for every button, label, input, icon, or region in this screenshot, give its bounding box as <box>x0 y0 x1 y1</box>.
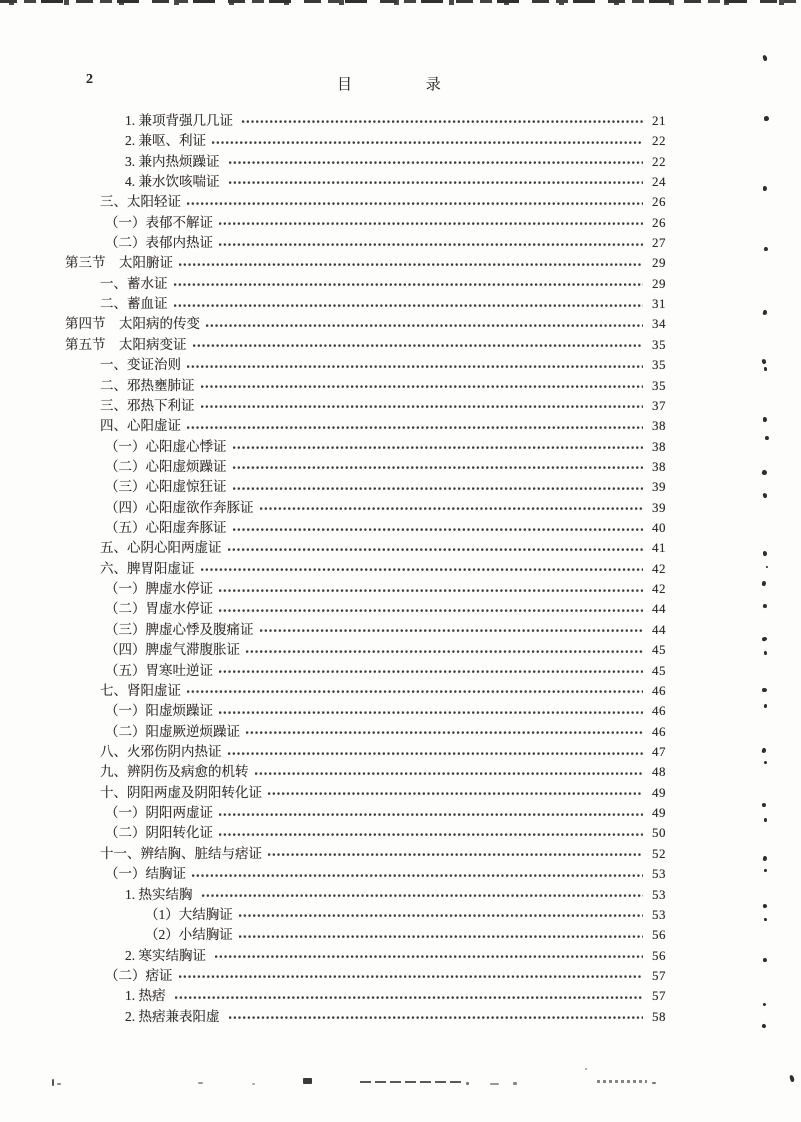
dot-leader <box>233 528 644 532</box>
toc-entry <box>65 699 666 719</box>
dot-leader <box>239 935 643 939</box>
toc-entry-label: 4. 兼水饮咳喘证 <box>125 173 223 189</box>
toc-entry <box>65 659 666 679</box>
toc-entry-page: 44 <box>652 601 666 617</box>
ink-speck <box>762 903 767 908</box>
ink-speck <box>762 688 767 692</box>
smudge-mark <box>52 1079 54 1086</box>
toc-entry <box>65 435 666 455</box>
toc-entry-label: 五、心阴心阳两虚证 <box>100 540 222 556</box>
smudge-mark <box>597 1080 647 1083</box>
dot-leader <box>201 405 644 409</box>
toc-entry-label: 1. 热实结胸 <box>125 886 196 902</box>
toc-entry <box>65 272 666 292</box>
toc-entry-page: 56 <box>652 927 666 943</box>
dot-leader <box>187 426 643 430</box>
toc-entry <box>65 313 666 333</box>
ink-speck <box>764 918 767 921</box>
dot-leader <box>233 446 644 450</box>
toc-entry <box>65 964 666 984</box>
toc-entry-label: 十一、辨结胸、脏结与痞证 <box>100 845 262 861</box>
toc-entry <box>65 679 666 699</box>
ink-speck <box>761 359 766 365</box>
toc-entry <box>65 618 666 638</box>
toc-entry <box>65 944 666 964</box>
dot-leader <box>242 120 643 124</box>
toc-entry-label: （三）心阳虚惊狂证 <box>105 479 227 495</box>
smudge-mark <box>490 1083 499 1085</box>
ink-speck <box>764 704 768 708</box>
dot-leader <box>187 365 643 369</box>
toc-entry-page: 57 <box>652 988 666 1004</box>
toc-entry-label: 2. 兼呕、利证 <box>125 133 206 149</box>
toc-entry-label: （一）脾虚水停证 <box>105 581 213 597</box>
smudge-mark <box>252 1083 255 1085</box>
toc-entry <box>65 496 666 516</box>
dot-leader <box>233 466 644 470</box>
toc-entry-label: （二）阳虚厥逆烦躁证 <box>105 723 240 739</box>
toc-entry <box>65 1005 666 1025</box>
ink-speck <box>762 636 768 641</box>
dot-leader <box>233 487 644 491</box>
toc-entry-label: 三、邪热下利证 <box>100 397 195 413</box>
toc-entry-label: （五）心阳虚奔豚证 <box>105 520 227 536</box>
toc-entry <box>65 537 666 557</box>
ink-speck <box>765 436 770 441</box>
toc-entry <box>65 150 666 170</box>
toc-entry <box>65 170 666 190</box>
smudge-mark <box>513 1082 517 1085</box>
ink-speck <box>762 310 767 316</box>
dot-leader <box>212 141 643 145</box>
smudge-mark <box>198 1082 203 1084</box>
toc-entry-page: 40 <box>652 520 666 536</box>
dot-leader <box>268 853 643 857</box>
toc-entry-label: （五）胃寒吐逆证 <box>105 662 213 678</box>
toc-entry-label: 2. 寒实结胸证 <box>125 947 210 963</box>
toc-entry <box>65 516 666 536</box>
dot-leader <box>246 650 643 654</box>
dot-leader <box>174 304 644 308</box>
toc-entry-page: 39 <box>652 479 666 495</box>
toc-entry <box>65 903 666 923</box>
ink-speck <box>762 55 768 62</box>
toc-entry-label: （二）心阳虚烦躁证 <box>105 458 227 474</box>
toc-entry-label: 二、邪热壅肺证 <box>100 377 195 393</box>
toc-entry-label: （二）阴阳转化证 <box>105 825 213 841</box>
toc-entry-page: 53 <box>652 866 666 882</box>
toc-entry-page: 53 <box>652 886 666 902</box>
toc-entry-label: （一）阳虚烦躁证 <box>105 703 213 719</box>
toc-entry-label: （二）胃虚水停证 <box>105 601 213 617</box>
toc-entry <box>65 883 666 903</box>
toc-entry-label: （1）大结胸证 <box>145 906 233 922</box>
toc-entry <box>65 822 666 842</box>
toc-entry <box>65 109 666 129</box>
toc-entry-label: 九、辨阴伤及病愈的机转 <box>100 764 249 780</box>
toc-entry <box>65 740 666 760</box>
dot-leader <box>255 772 644 776</box>
toc-entry-label: （二）表郁内热证 <box>105 235 213 251</box>
dot-leader <box>201 568 644 572</box>
dot-leader <box>219 609 643 613</box>
toc-entry-label: 二、蓄血证 <box>100 296 168 312</box>
toc-entry <box>65 638 666 658</box>
dot-leader <box>187 690 643 694</box>
smudge-mark <box>57 1083 61 1085</box>
toc-entry-page: 58 <box>652 1008 666 1024</box>
ink-speck <box>766 566 768 568</box>
toc-entry-page: 47 <box>652 744 666 759</box>
dot-leader <box>202 894 643 898</box>
dot-leader <box>228 752 644 756</box>
ink-speck <box>764 247 769 252</box>
dot-leader <box>228 548 644 552</box>
toc-entry-page: 49 <box>652 805 666 821</box>
dot-leader <box>260 507 644 511</box>
toc-entry-page: 48 <box>652 764 666 780</box>
ink-speck <box>763 417 767 422</box>
toc-entry <box>65 292 666 312</box>
ink-speck <box>764 116 770 122</box>
toc-entry-page: 26 <box>652 214 666 230</box>
toc-entry <box>65 129 666 149</box>
toc-entry <box>65 211 666 231</box>
ink-speck <box>761 469 767 475</box>
toc-entry-page: 35 <box>652 357 666 373</box>
toc-entry-page: 24 <box>652 173 666 189</box>
toc-entry <box>65 394 666 414</box>
dot-leader <box>219 670 643 674</box>
toc-entry-page: 22 <box>652 133 666 149</box>
toc-entry-label: 四、心阳虚证 <box>100 418 181 434</box>
ink-speck <box>763 1003 766 1006</box>
toc-entry-page: 27 <box>652 235 666 251</box>
toc-entry-page: 41 <box>652 540 666 556</box>
dot-leader <box>192 874 643 878</box>
toc-entry-page: 35 <box>652 377 666 393</box>
dot-leader <box>219 711 643 715</box>
smudge-mark <box>466 1082 469 1085</box>
dot-leader <box>219 222 643 226</box>
toc-entry <box>65 781 666 801</box>
toc-entry-label: 第五节 太阳病变证 <box>65 336 187 352</box>
toc-entry <box>65 984 666 1004</box>
dot-leader <box>215 955 643 959</box>
toc-entry-page: 34 <box>652 316 666 332</box>
toc-entry-label: 八、火邪伤阴内热证 <box>100 744 222 759</box>
toc-entry <box>65 598 666 618</box>
toc-entry-page: 31 <box>652 296 666 312</box>
toc-entry-page: 35 <box>652 336 666 352</box>
toc-entry-label: （一）结胸证 <box>105 866 186 882</box>
dot-leader <box>193 344 644 348</box>
dot-leader <box>175 996 643 1000</box>
dot-leader <box>219 833 643 837</box>
dot-leader <box>179 263 643 267</box>
ink-speck <box>764 761 768 765</box>
toc-entry-label: （三）脾虚心悸及腹痛证 <box>105 621 254 637</box>
dot-leader <box>206 324 643 328</box>
toc-entry-label: 十、阴阳两虚及阴阳转化证 <box>100 784 262 800</box>
toc-entry-page: 42 <box>652 560 666 576</box>
ink-speck <box>764 367 768 371</box>
toc-entry-page: 42 <box>652 581 666 597</box>
toc-entry-page: 29 <box>652 275 666 291</box>
dot-leader <box>174 283 644 287</box>
toc-entry-page: 56 <box>652 947 666 963</box>
toc-entry-page: 38 <box>652 458 666 474</box>
dot-leader <box>246 731 643 735</box>
toc-entry-page: 22 <box>652 153 666 169</box>
toc-entry-label: （2）小结胸证 <box>145 927 233 943</box>
ink-speck <box>761 1023 766 1028</box>
ink-speck <box>762 581 767 587</box>
toc-entry-page: 45 <box>652 662 666 678</box>
toc-entry-page: 38 <box>652 418 666 434</box>
toc-entry-page: 38 <box>652 438 666 454</box>
toc-entry-page: 57 <box>652 967 666 983</box>
toc-entry <box>65 923 666 943</box>
ink-speck <box>763 856 768 862</box>
toc-entry-label: （一）阴阳两虚证 <box>105 805 213 821</box>
toc-entry-label: （四）心阳虚欲作奔豚证 <box>105 499 254 515</box>
toc-entry-page: 21 <box>652 112 666 128</box>
toc-entry-label: （一）表郁不解证 <box>105 214 213 230</box>
toc-entry-label: 六、脾胃阳虚证 <box>100 560 195 576</box>
dot-leader <box>229 161 643 165</box>
toc-entry <box>65 333 666 353</box>
dot-leader <box>201 385 644 389</box>
toc-entry <box>65 231 666 251</box>
toc-entry-label: （二）痞证 <box>105 967 173 983</box>
toc-entry <box>65 252 666 272</box>
ink-speck <box>764 818 767 822</box>
dot-leader <box>229 1016 643 1020</box>
toc-entry <box>65 720 666 740</box>
ink-speck <box>764 869 768 873</box>
toc-entry <box>65 577 666 597</box>
smudge-mark <box>652 1082 656 1084</box>
toc-entry-page: 46 <box>652 703 666 719</box>
toc-entry <box>65 862 666 882</box>
toc-entry-label: 1. 兼项背强几几证 <box>125 112 237 128</box>
dot-leader <box>268 792 643 796</box>
dot-leader <box>179 975 644 979</box>
toc-entry-label: （一）心阳虚心悸证 <box>105 438 227 454</box>
toc-entry-page: 29 <box>652 255 666 271</box>
toc-entry <box>65 190 666 210</box>
toc-entry-page: 26 <box>652 194 666 210</box>
smudge-mark <box>585 1068 587 1070</box>
toc-entry-label: 3. 兼内热烦躁证 <box>125 153 223 169</box>
toc-entry <box>65 414 666 434</box>
ink-speck <box>762 803 767 808</box>
toc-entry <box>65 557 666 577</box>
ink-speck <box>762 603 767 608</box>
dot-leader <box>239 914 643 918</box>
page-number: 2 <box>86 72 94 87</box>
toc-entry-label: 1. 热痞 <box>125 988 169 1004</box>
toc-entry-label: 三、太阳轻证 <box>100 194 181 210</box>
toc-entry-label: 2. 热痞兼表阳虚 <box>125 1008 223 1024</box>
ink-speck <box>763 958 767 962</box>
toc-entry-label: 一、变证治则 <box>100 357 181 373</box>
toc-entry-label: 一、蓄水证 <box>100 275 168 291</box>
page-title: 目 录 <box>337 77 441 93</box>
toc-entry <box>65 801 666 821</box>
ink-speck <box>763 551 768 557</box>
ink-speck <box>789 1075 795 1083</box>
dot-leader <box>229 181 643 185</box>
toc-list <box>65 109 666 1025</box>
toc-entry-page: 46 <box>652 682 666 698</box>
ink-speck <box>762 493 767 499</box>
toc-entry-page: 37 <box>652 397 666 413</box>
toc-entry-label: 第四节 太阳病的传变 <box>65 316 200 332</box>
toc-entry-page: 44 <box>652 621 666 637</box>
toc-entry <box>65 455 666 475</box>
toc-entry-label: （四）脾虚气滞腹胀证 <box>105 642 240 658</box>
dot-leader <box>260 629 644 633</box>
toc-entry-page: 50 <box>652 825 666 841</box>
dot-leader <box>219 243 643 247</box>
toc-entry <box>65 842 666 862</box>
toc-entry-page: 46 <box>652 723 666 739</box>
toc-entry-page: 49 <box>652 784 666 800</box>
toc-entry <box>65 374 666 394</box>
smudge-mark <box>303 1078 312 1084</box>
toc-entry-page: 39 <box>652 499 666 515</box>
top-scan-artifact <box>0 0 801 5</box>
toc-entry-label: 七、肾阳虚证 <box>100 682 181 698</box>
toc-entry-label: 第三节 太阳腑证 <box>65 255 173 271</box>
smudge-mark <box>360 1081 462 1083</box>
ink-speck <box>761 748 766 754</box>
toc-entry-page: 45 <box>652 642 666 658</box>
toc-entry-page: 52 <box>652 845 666 861</box>
dot-leader <box>187 202 643 206</box>
ink-speck <box>764 651 768 655</box>
toc-entry <box>65 475 666 495</box>
dot-leader <box>219 813 643 817</box>
dot-leader <box>219 589 643 593</box>
toc-entry <box>65 353 666 373</box>
toc-entry-page: 53 <box>652 906 666 922</box>
toc-entry <box>65 761 666 781</box>
ink-speck <box>763 186 767 191</box>
